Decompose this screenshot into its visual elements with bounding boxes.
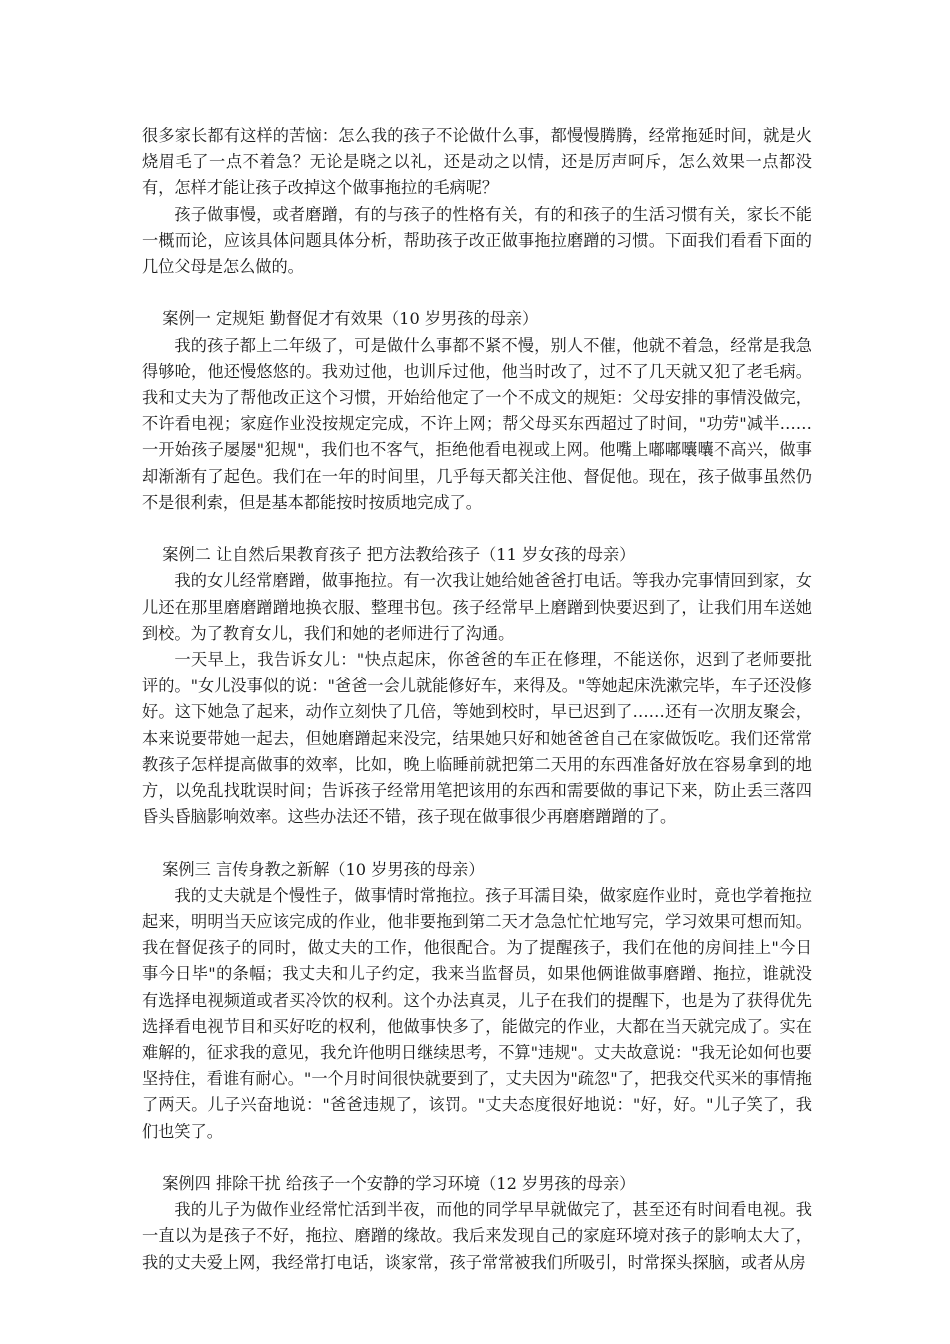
section-gap: [142, 1145, 812, 1171]
case-3-heading: 案例三 言传身教之新解（10 岁男孩的母亲）: [162, 859, 485, 879]
case-2-paragraph-1: 我的女儿经常磨蹭，做事拖拉。有一次我让她给她爸爸打电话。等我办完事情回到家，女儿还在那里磨磨蹭蹭地换衣服、整理书包。孩子经常早上磨蹭到快要迟到了，让我们用车送她到校。为了教育女儿，我们和她的老师进行了沟通。: [142, 571, 812, 643]
document-body: [142, 123, 812, 1276]
case-4-heading: 案例四 排除干扰 给孩子一个安静的学习环境（12 岁男孩的母亲）: [162, 1174, 636, 1194]
case-2-heading: 案例二 让自然后果教育孩子 把方法教给孩子（11 岁女孩的母亲）: [162, 545, 636, 565]
case-3-paragraph-1: 我的丈夫就是个慢性子，做事情时常拖拉。孩子耳濡目染，做家庭作业时，竟也学着拖拉起来，明明当天应该完成的作业，他非要拖到第二天才急急忙忙地写完，学习效果可想而知。我在督促孩子的同时，做丈夫的工作，他很配合。为了提醒孩子，我们在他的房间挂上"今日事今日毕"的条幅；我丈夫和儿子约定，我来当监督员，如果他俩谁做事磨蹭、拖拉，谁就没有选择电视频道或者买冷饮的权利。这个办法真灵，儿子在我们的提醒下，也是为了获得优先选择看电视节目和买好吃的权利，他做事快多了，能做完的作业，大都在当天就完成了。实在难解的，征求我的意见，我允许他明日继续思考，不算"违规"。丈夫故意说："我无论如何也要坚持住，看谁有耐心。"一个月时间很快就要到了，丈夫因为"疏忽"了，把我交代买米的事情拖了两天。儿子兴奋地说："爸爸违规了，该罚。"丈夫态度很好地说："好，好。"儿子笑了，我们也笑了。: [142, 885, 812, 1141]
case-4-paragraph-1: 我的儿子为做作业经常忙活到半夜，而他的同学早早就做完了，甚至还有时间看电视。我一直以为是孩子不好，拖拉、磨蹭的缘故。我后来发现自己的家庭环境对孩子的影响太大了，我的丈夫爱上网，我经常打电话，谈家常，孩子常常被我们所吸引，时常探头探脑，或者从房: [142, 1200, 812, 1272]
intro-paragraph-2: 孩子做事慢，或者磨蹭，有的与孩子的性格有关，有的和孩子的生活习惯有关，家长不能一概而论，应该具体问题具体分析，帮助孩子改正做事拖拉磨蹭的习惯。下面我们看看下面的几位父母是怎么做的。: [142, 204, 812, 277]
section-gap: [142, 830, 812, 856]
intro-paragraph-1: 很多家长都有这样的苦恼：怎么我的孩子不论做什么事，都慢慢腾腾，经常拖延时间，就是火烧眉毛了一点不着急？无论是晓之以礼，还是动之以情，还是厉声呵斥，怎么效果一点都没有，怎样才能让孩子改掉这个做事拖拉的毛病呢？: [142, 126, 812, 198]
section-gap: [142, 516, 812, 542]
section-gap: [142, 280, 812, 306]
case-2-paragraph-2: 一天早上，我告诉女儿："快点起床，你爸爸的车正在修理，不能送你，迟到了老师要批评的。"女儿没事似的说："爸爸一会儿就能修好车，来得及。"等她起床洗漱完毕，车子还没修好。这下她急了起来，动作立刻快了几倍，等她到校时，早已迟到了……还有一次朋友聚会，本来说要带她一起去，但她磨蹭起来没完，结果她只好和她爸爸自己在家做饭吃。我们还常常教孩子怎样提高做事的效率，比如，晚上临睡前就把第二天用的东西准备好放在容易拿到的地方，以免乱找耽误时间；告诉孩子经常用笔把该用的东西和需要做的事记下来，防止丢三落四昏头昏脑影响效率。这些办法还不错，孩子现在做事很少再磨磨蹭蹭的了。: [142, 650, 812, 827]
case-1-paragraph-1: 我的孩子都上二年级了，可是做什么事都不紧不慢，别人不催，他就不着急，经常是我急得够呛，他还慢悠悠的。我劝过他，也训斥过他，他当时改了，过不了几天就又犯了老毛病。我和丈夫为了帮他改正这个习惯，开始给他定了一个不成文的规矩：父母安排的事情没做完，不许看电视；家庭作业没按规定完成，不许上网；帮父母买东西超过了时间，"功劳"减半……一开始孩子屡屡"犯规"，我们也不客气，拒绝他看电视或上网。他嘴上嘟嘟囔囔不高兴，做事却渐渐有了起色。我们在一年的时间里，几乎每天都关注他、督促他。现在，孩子做事虽然仍不是很利索，但是基本都能按时按质地完成了。: [142, 335, 812, 512]
case-1-heading: 案例一 定规矩 勤督促才有效果（10 岁男孩的母亲）: [162, 309, 539, 329]
